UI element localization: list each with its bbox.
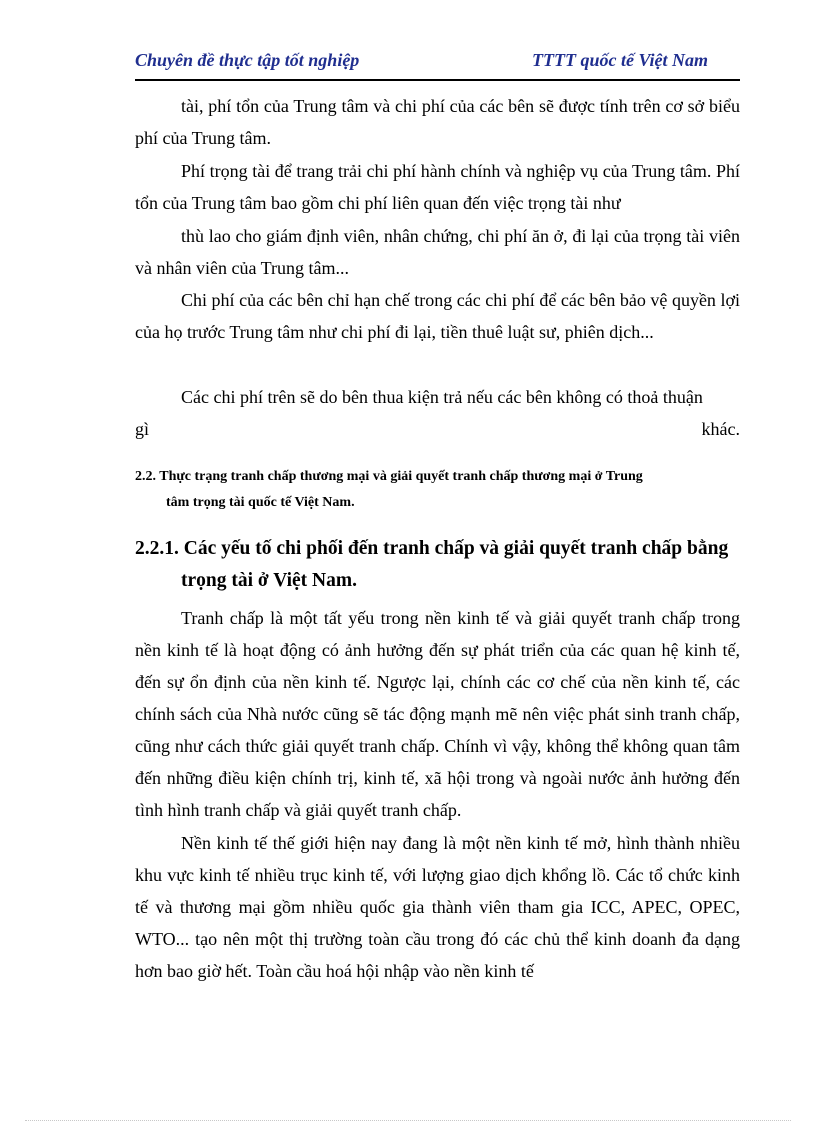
section-heading-line: tâm trọng tài quốc tế Việt Nam. — [166, 495, 355, 510]
paragraph-dispute-inevitable — [135, 602, 740, 826]
header-document-title: Chuyên đề thực tập tốt nghiệp — [135, 50, 360, 70]
word-left: gì — [135, 419, 150, 439]
page-header — [135, 48, 740, 82]
header-organization: TTTT quốc tế Việt Nam — [532, 50, 708, 70]
paragraph-fees-basis — [135, 90, 740, 154]
section-heading-line: trọng tài ở Việt Nam. — [181, 570, 357, 591]
word-right: khác. — [701, 419, 740, 439]
paragraph-text: Chi phí của các bên chỉ hạn chế trong các chi phí để các bên bảo vệ quyền lợi của họ trước Trung tâm như chi phí đi lại, tiền thuê luật sư, phiên dịch... — [135, 290, 740, 342]
paragraph-text: Nền kinh tế thế giới hiện nay đang là một nền kinh tế mở, hình thành nhiều khu vực kinh tế nhiều trục kinh tế, với lượng giao dịch khổng lồ. Các tổ chức kinh tế và thương mại gồm nhiều quốc gia thành viên tham gia ICC, APEC, OPEC, WTO... tạo nên một thị trường toàn cầu trong đó các chủ thể kinh doanh đa dạng hơn bao giờ hết. Toàn cầu hoá hội nhập vào nền kinh tế — [135, 833, 740, 981]
paragraph-text: tài, phí tổn của Trung tâm và chi phí của các bên sẽ được tính trên cơ sở biểu phí của Trung tâm. — [135, 96, 740, 148]
section-heading-2-2 — [135, 464, 740, 516]
paragraph-arbitration-fee — [135, 155, 740, 219]
section-heading-line: 2.2. Thực trạng tranh chấp thương mại và giải quyết tranh chấp thương mại ở Trung — [135, 469, 643, 484]
section-heading-line: 2.2.1. Các yếu tố chi phối đến tranh chấp và giải quyết tranh chấp bằng — [135, 538, 729, 559]
paragraph-world-economy — [135, 827, 740, 987]
header-rule — [135, 79, 740, 81]
paragraph-party-costs — [135, 284, 740, 348]
section-heading-2-2-1 — [135, 533, 740, 597]
paragraph-losing-party-end — [135, 413, 740, 445]
paragraph-losing-party — [135, 381, 740, 413]
paragraph-text: Các chi phí trên sẽ do bên thua kiện trả nếu các bên không có thoả thuận — [181, 387, 703, 407]
paragraph-remuneration — [135, 220, 740, 284]
paragraph-text: Tranh chấp là một tất yếu trong nền kinh tế và giải quyết tranh chấp trong nền kinh tế là hoạt động có ảnh hưởng đến sự phát triển của các quan hệ kinh tế, đến sự ổn định của nền kinh tế. Ngược lại, chính các cơ chế của nền kinh tế, các chính sách của Nhà nước cũng sẽ tác động mạnh mẽ nên việc phát sinh tranh chấp, cũng như cách thức giải quyết tranh chấp. Chính vì vậy, không thể không quan tâm đến những điều kiện chính trị, kinh tế, xã hội trong và ngoài nước ảnh hưởng đến tình hình tranh chấp và giải quyết tranh chấp. — [135, 608, 740, 820]
page-bottom-border — [25, 1120, 791, 1121]
paragraph-text: Phí trọng tài để trang trải chi phí hành chính và nghiệp vụ của Trung tâm. Phí tổn của Trung tâm bao gồm chi phí liên quan đến việc trọng tài như — [135, 161, 740, 213]
paragraph-text: thù lao cho giám định viên, nhân chứng, chi phí ăn ở, đi lại của trọng tài viên và nhân viên của Trung tâm... — [135, 226, 740, 278]
